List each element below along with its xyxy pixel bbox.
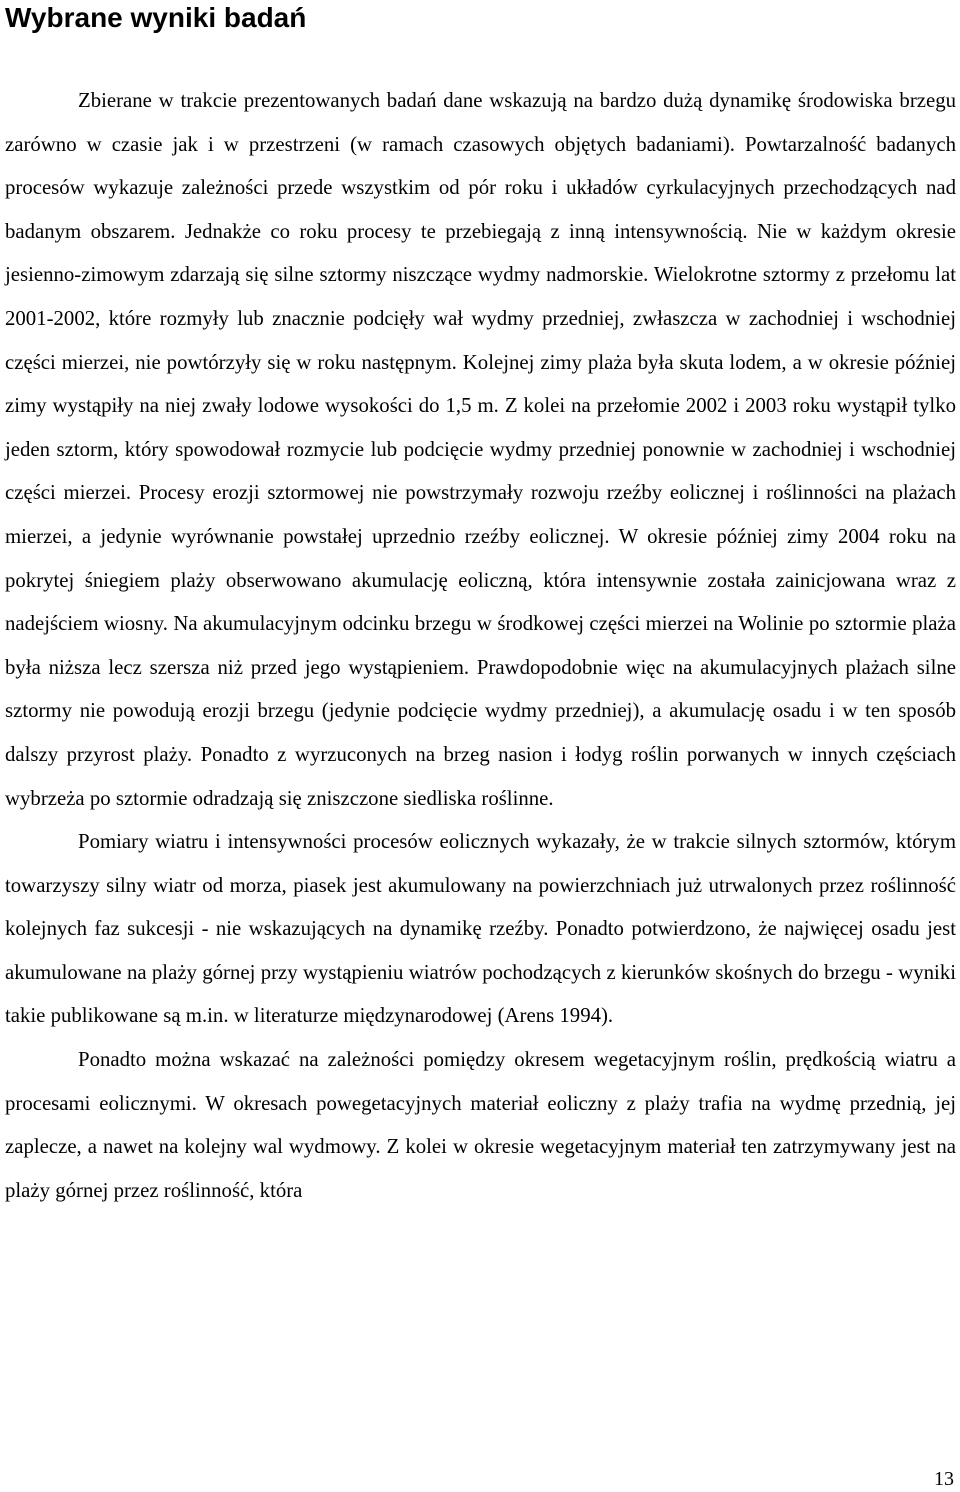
page-heading: Wybrane wyniki badań xyxy=(5,2,307,33)
paragraph: Ponadto można wskazać na zależności pomiędzy okresem wegetacyjnym roślin, prędkością wiatru a procesami eolicznymi. W okresach powegetacyjnych materiał eoliczny z plaży trafia na wydmę przednią, jej zaplecze, a nawet na kolejny wal wydmowy. Z kolei w okresie wegetacyjnym materiał ten zatrzymywany jest na plaży górnej przez roślinność, która xyxy=(5,1048,956,1202)
paragraph: Pomiary wiatru i intensywności procesów eolicznych wykazały, że w trakcie silnych sztormów, którym towarzyszy silny wiatr od morza, piasek jest akumulowany na powierzchniach już utrwalonych przez roślinność kolejnych faz sukcesji - nie wskazujących na dynamikę rzeźby. Ponadto potwierdzono, że najwięcej osadu jest akumulowane na plaży górnej przy wystąpieniu wiatrów pochodzących z kierunków skośnych do brzegu - wyniki takie publikowane są m.in. w literaturze międzynarodowej (Arens 1994). xyxy=(5,830,956,1028)
body-text xyxy=(5,79,956,1212)
paragraph: Zbierane w trakcie prezentowanych badań dane wskazują na bardzo dużą dynamikę środowiska brzegu zarówno w czasie jak i w przestrzeni (w ramach czasowych objętych badaniami). Powtarzalność badanych procesów wykazuje zależności przede wszystkim od pór roku i układów cyrkulacyjnych przechodzących nad badanym obszarem. Jednakże co roku procesy te przebiegają z inną intensywnością. Nie w każdym okresie jesienno-zimowym zdarzają się silne sztormy niszczące wydmy nadmorskie. Wielokrotne sztormy z przełomu lat 2001-2002, które rozmyły lub znacznie podcięły wał wydmy przedniej, zwłaszcza w zachodniej i wschodniej części mierzei, nie powtórzyły się w roku następnym. Kolejnej zimy plaża była skuta lodem, a w okresie później zimy wystąpiły na niej zwały lodowe wysokości do 1,5 m. Z kolei na przełomie 2002 i 2003 roku wystąpił tylko jeden sztorm, który spowodował rozmycie lub podcięcie wydmy przedniej ponownie w zachodniej i wschodniej części mierzei. Procesy erozji sztormowej nie powstrzymały rozwoju rzeźby eolicznej i roślinności na plażach mierzei, a jedynie wyrównanie powstałej uprzednio rzeźby eolicznej. W okresie później zimy 2004 roku na pokrytej śniegiem plaży obserwowano akumulację eoliczną, która intensywnie została zainicjowana wraz z nadejściem wiosny. Na akumulacyjnym odcinku brzegu w środkowej części mierzei na Wolinie po sztormie plaża była niższa lecz szersza niż przed jego wystąpieniem. Prawdopodobnie więc na akumulacyjnych plażach silne sztormy nie powodują erozji brzegu (jedynie podcięcie wydmy przedniej), a akumulację osadu i w ten sposób dalszy przyrost plaży. Ponadto z wyrzuconych na brzeg nasion i łodyg roślin porwanych w innych częściach wybrzeża po sztormie odradzają się zniszczone siedliska roślinne. xyxy=(5,89,956,810)
page-number: 13 xyxy=(934,1468,954,1490)
